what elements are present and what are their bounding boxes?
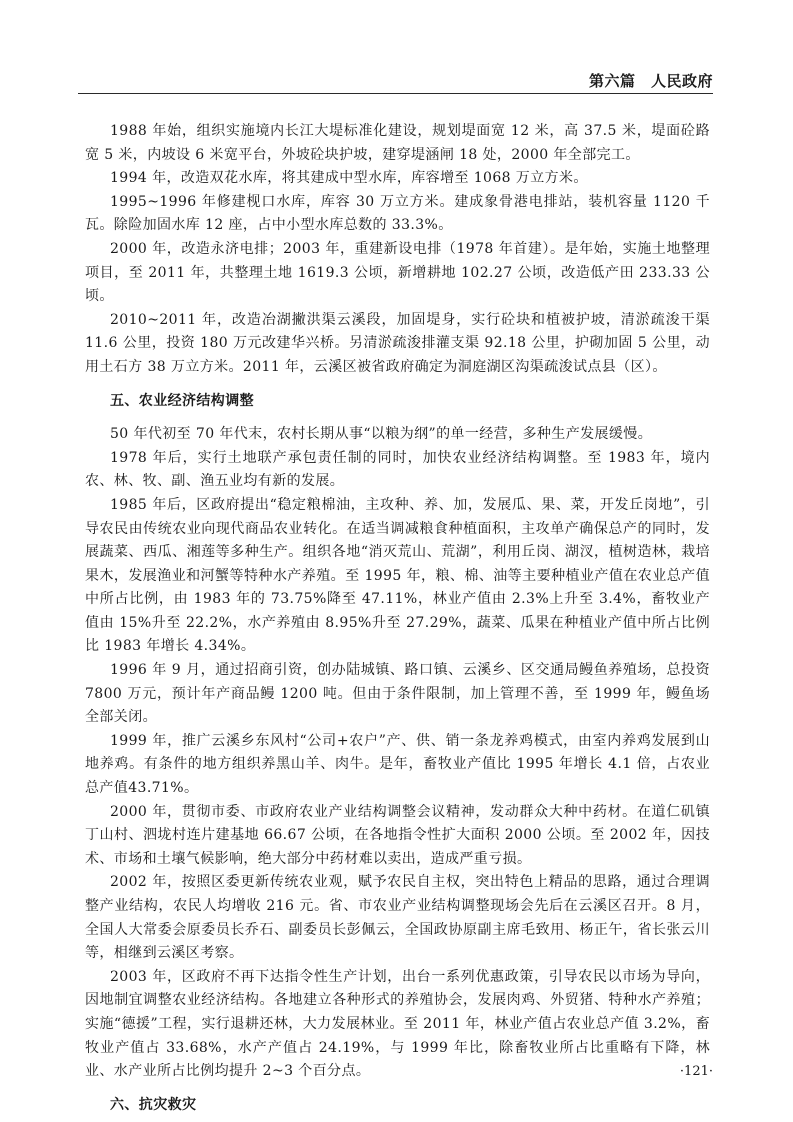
section-heading-disaster-relief: 六、抗灾救灾 — [110, 1096, 197, 1113]
paragraph: 1978 年后，实行土地联产承包责任制的同时，加快农业经济结构调整。至 1983 年，境内农、林、牧、副、渔五业均有新的发展。 — [85, 449, 710, 490]
paragraph: 1985 年后，区政府提出“稳定粮棉油，主攻种、养、加，发展瓜、果、菜，开发丘岗地”，引导农民由传统农业向现代商品农业转化。在适当调减粮食种植面积，主攻单产确保总产的同时，发展蔬菜、西瓜、湘莲等多种生产。组织各地“消灭荒山、荒湖”，利用丘岗、湖汊，植树造林，栽培果木，发展渔业和河蟹等特种水产养殖。至 1995 年，粮、棉、油等主要种植业产值在农业总产值中所占比例，由 1983 年的 73.75%降至 47.11%，林业产值由 2.3%上升至 3.4%，畜牧业产值由 15%升至 22.2%，水产养殖由 8.95%升至 27.29%，蔬菜、瓜果在种植业产值中所占比例比 1983 年增长 4.34%。 — [85, 496, 710, 655]
body-text — [85, 120, 710, 1122]
running-header-title: 第六篇 人民政府 — [588, 72, 713, 90]
paragraph: 2010~2011 年，改造冶湖撇洪渠云溪段，加固堤身，实行砼块和植被护坡，清淤疏浚干渠 11.6 公里，投资 180 万元改建华兴桥。另清淤疏浚排灌支渠 92.18 公里，护砌加固 5 公里，动用土石方 38 万立方米。2011 年，云溪区被省政府确定为洞庭湖区沟渠疏浚试点县（区）。 — [85, 311, 710, 375]
paragraph: 2002 年，按照区委更新传统农业观，赋予农民自主权，突出特色上精品的思路，通过合理调整产业结构，农民人均增收 216 元。省、市农业产业结构调整现场会先后在云溪区召开。8 月，全国人大常委会原委员长乔石、副委员长彭佩云，全国政协原副主席毛致用、杨正午，省长张云川等，相继到云溪区考察。 — [85, 874, 710, 962]
paragraph: 1994 年，改造双花水库，将其建成中型水库，库容增至 1068 万立方米。 — [110, 170, 588, 187]
paragraph: 1999 年，推广云溪乡东风村“公司+农户”产、供、销一条龙养鸡模式，由室内养鸡发展到山地养鸡。有条件的地方组织养黑山羊、肉牛。是年，畜牧业产值比 1995 年增长 4.1 倍，占农业总产值43.71%。 — [85, 732, 710, 797]
paragraph: 1988 年始，组织实施境内长江大堤标准化建设，规划堤面宽 12 米，高 37.5 米，堤面砼路宽 5 米，内坡设 6 米宽平台，外坡砼块护坡，建穿堤涵闸 18 处，2000 年全部完工。 — [85, 123, 710, 163]
paragraph: 2000 年，贯彻市委、市政府农业产业结构调整会议精神，发动群众大种中药材。在道仁矶镇丁山村、泗垅村连片建基地 66.67 公顷，在各地指令性扩大面积 2000 公顷。至 2002 年，因技术、市场和土壤气候影响，绝大部分中药材难以卖出，造成严重亏损。 — [85, 803, 710, 867]
paragraph: 1995~1996 年修建枧口水库，库容 30 万立方米。建成象骨港电排站，装机容量 1120 千瓦。除险加固水库 12 座，占中小型水库总数的 33.3%。 — [85, 193, 710, 234]
section-heading-agriculture-structure: 五、农业经济结构调整 — [110, 392, 254, 409]
paragraph: 1996 年 9 月，通过招商引资，创办陆城镇、路口镇、云溪乡、区交通局鳗鱼养殖场，总投资 7800 万元，预计年产商品鳗 1200 吨。但由于条件限制，加上管理不善，至 1999 年，鳗鱼场全部关闭。 — [85, 662, 710, 726]
paragraph: 50 年代初至 70 年代末，农村长期从事“以粮为纲”的单一经营，多种生产发展缓慢。 — [110, 426, 653, 443]
paragraph: 2003 年，区政府不再下达指令性生产计划，出台一系列优惠政策，引导农民以市场为导向，因地制宜调整农业经济结构。各地建立各种形式的养殖协会，发展肉鸡、外贸猪、特种水产养殖；实施“德援”工程，实行退耕还林，大力发展林业。至 2011 年，林业产值占农业总产值 3.2%，畜牧业产值占 33.68%，水产产值占 24.19%，与 1999 年比，除畜牧业所占比重略有下降，林业、水产业所占比例均提升 2~3 个百分点。 — [85, 968, 710, 1080]
page-number: ·121· — [679, 1064, 713, 1079]
paragraph: 2000 年，改造永济电排；2003 年，重建新设电排（1978 年首建）。是年始，实施土地整理项目，至 2011 年，共整理土地 1619.3 公顷，新增耕地 102.27 公顷，改造低产田 233.33 公顷。 — [85, 240, 710, 305]
header-rule — [78, 93, 713, 94]
